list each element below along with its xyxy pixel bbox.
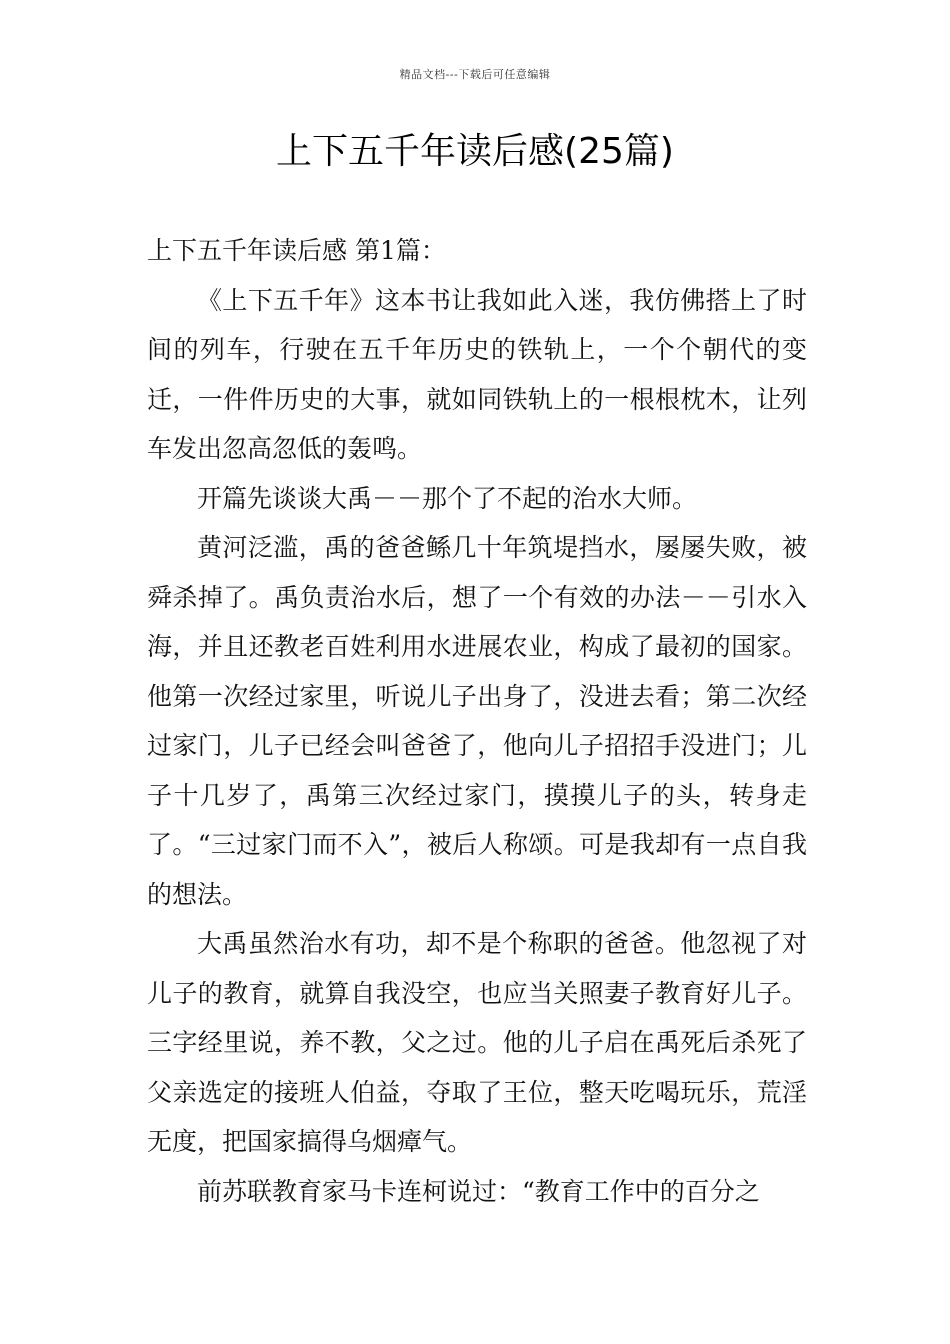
paragraph-3: 黄河泛滥，禹的爸爸鲧几十年筑堤挡水，屡屡失败，被舜杀掉了。禹负责治水后，想了一个有效的办法－－引水入海，并且还教老百姓利用水进展农业，构成了最初的国家。他第一次经过家里，听说儿子出身了，没进去看；第二次经过家门，儿子已经会叫爸爸了，他向儿子招招手没进门；儿子十几岁了，禹第三次经过家门，摸摸儿子的头，转身走了。“三过家门而不入”，被后人称颂。可是我却有一点自我的想法。: [147, 533, 807, 909]
section-heading: 上下五千年读后感 第1篇：: [147, 236, 446, 265]
paragraph-5: 前苏联教育家马卡连柯说过：“教育工作中的百分之: [197, 1176, 760, 1206]
header-note: 精品文档---下载后可任意编辑: [399, 68, 551, 81]
paragraph-1: 《上下五千年》这本书让我如此入迷，我仿佛搭上了时间的列车，行驶在五千年历史的铁轨上，一个个朝代的变迁，一件件历史的大事，就如同铁轨上的一根根枕木，让列车发出忽高忽低的轰鸣。: [147, 285, 807, 463]
document-title: 上下五千年读后感(25篇): [276, 131, 674, 172]
paragraph-2: 开篇先谈谈大禹－－那个了不起的治水大师。: [197, 483, 698, 513]
paragraph-4: 大禹虽然治水有功，却不是个称职的爸爸。他忽视了对儿子的教育，就算自我没空，也应当关照妻子教育好儿子。三字经里说，养不教，父之过。他的儿子启在禹死后杀死了父亲选定的接班人伯益，夺取了王位，整天吃喝玩乐，荒淫无度，把国家搞得乌烟瘴气。: [147, 929, 807, 1156]
document-body: [147, 226, 807, 1216]
